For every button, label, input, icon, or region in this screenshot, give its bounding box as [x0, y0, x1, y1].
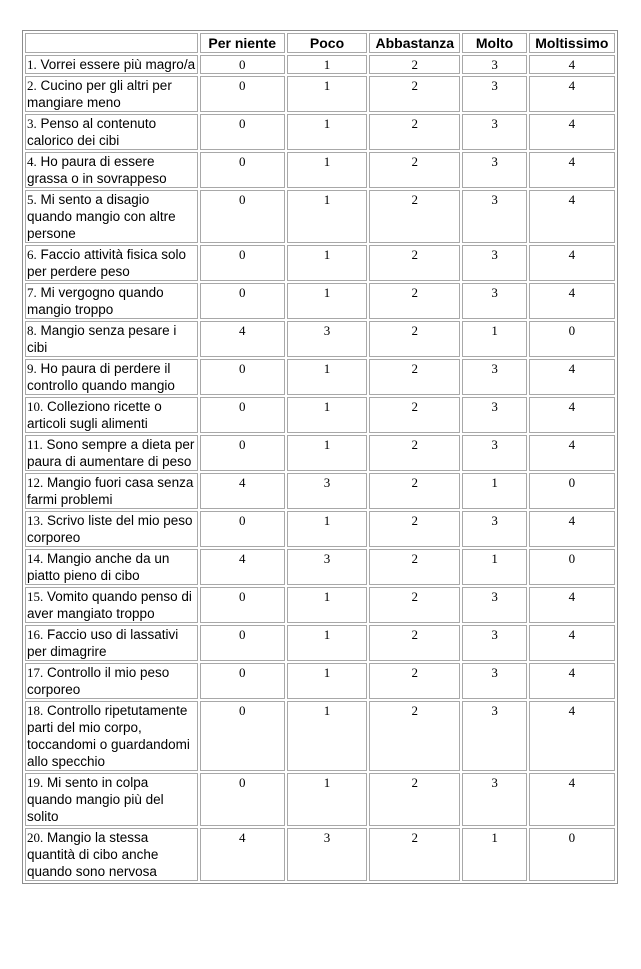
question-cell — [25, 359, 198, 395]
score-per-niente: 0 — [200, 701, 285, 771]
score-moltissimo: 4 — [529, 701, 615, 771]
score-molto: 3 — [462, 773, 526, 826]
table-row — [25, 76, 615, 112]
score-per-niente: 0 — [200, 359, 285, 395]
table-row — [25, 359, 615, 395]
question-text: Mangio la stessa quantità di cibo anche quando sono nervosa — [27, 830, 159, 879]
question-cell — [25, 55, 198, 74]
question-number: 14. — [27, 551, 44, 566]
question-cell — [25, 773, 198, 826]
score-poco: 1 — [287, 587, 367, 623]
question-cell — [25, 245, 198, 281]
table-row — [25, 321, 615, 357]
table-row — [25, 245, 615, 281]
table-row — [25, 587, 615, 623]
score-poco: 1 — [287, 152, 367, 188]
question-cell — [25, 321, 198, 357]
score-abbastanza: 2 — [369, 152, 460, 188]
score-molto: 3 — [462, 55, 526, 74]
question-number: 15. — [27, 589, 44, 604]
score-per-niente: 0 — [200, 511, 285, 547]
score-per-niente: 0 — [200, 587, 285, 623]
table-row — [25, 473, 615, 509]
question-number: 4. — [27, 154, 37, 169]
score-molto: 1 — [462, 321, 526, 357]
table-row — [25, 511, 615, 547]
score-per-niente: 4 — [200, 549, 285, 585]
score-molto: 1 — [462, 828, 526, 881]
table-row — [25, 435, 615, 471]
header-moltissimo: Moltissimo — [529, 33, 615, 53]
score-abbastanza: 2 — [369, 663, 460, 699]
header-abbastanza: Abbastanza — [369, 33, 460, 53]
score-per-niente: 0 — [200, 55, 285, 74]
question-text: Penso al contenuto calorico dei cibi — [27, 116, 157, 148]
question-cell — [25, 152, 198, 188]
table-row — [25, 828, 615, 881]
score-molto: 3 — [462, 625, 526, 661]
questionnaire-table — [22, 30, 618, 884]
question-number: 12. — [27, 475, 44, 490]
score-poco: 1 — [287, 397, 367, 433]
question-cell — [25, 114, 198, 150]
question-text: Scrivo liste del mio peso corporeo — [27, 513, 193, 545]
score-moltissimo: 4 — [529, 511, 615, 547]
score-molto: 3 — [462, 114, 526, 150]
table-row — [25, 773, 615, 826]
score-poco: 3 — [287, 828, 367, 881]
question-number: 17. — [27, 665, 44, 680]
score-molto: 1 — [462, 473, 526, 509]
question-cell — [25, 511, 198, 547]
score-moltissimo: 4 — [529, 359, 615, 395]
question-text: Faccio attività fisica solo per perdere peso — [27, 247, 187, 279]
score-poco: 1 — [287, 55, 367, 74]
question-text: Ho paura di perdere il controllo quando mangio — [27, 361, 175, 393]
score-abbastanza: 2 — [369, 359, 460, 395]
question-text: Mangio anche da un piatto pieno di cibo — [27, 551, 170, 583]
table-row — [25, 190, 615, 243]
score-per-niente: 0 — [200, 76, 285, 112]
score-moltissimo: 4 — [529, 397, 615, 433]
question-text: Vomito quando penso di aver mangiato troppo — [27, 589, 192, 621]
score-abbastanza: 2 — [369, 190, 460, 243]
question-text: Controllo il mio peso corporeo — [27, 665, 170, 697]
score-molto: 3 — [462, 587, 526, 623]
question-number: 10. — [27, 399, 44, 414]
question-number: 5. — [27, 192, 37, 207]
score-poco: 1 — [287, 283, 367, 319]
score-per-niente: 0 — [200, 245, 285, 281]
score-per-niente: 0 — [200, 152, 285, 188]
question-cell — [25, 190, 198, 243]
score-molto: 3 — [462, 76, 526, 112]
question-cell — [25, 625, 198, 661]
score-molto: 3 — [462, 435, 526, 471]
question-text: Controllo ripetutamente parti del mio corpo, toccandomi o guardandomi allo specchio — [27, 703, 190, 769]
score-abbastanza: 2 — [369, 625, 460, 661]
score-per-niente: 4 — [200, 828, 285, 881]
score-per-niente: 0 — [200, 283, 285, 319]
score-moltissimo: 4 — [529, 587, 615, 623]
question-cell — [25, 473, 198, 509]
score-molto: 3 — [462, 283, 526, 319]
score-moltissimo: 4 — [529, 435, 615, 471]
score-poco: 1 — [287, 435, 367, 471]
question-cell — [25, 435, 198, 471]
score-poco: 1 — [287, 773, 367, 826]
score-per-niente: 4 — [200, 321, 285, 357]
score-molto: 3 — [462, 152, 526, 188]
score-moltissimo: 4 — [529, 283, 615, 319]
score-poco: 3 — [287, 549, 367, 585]
score-poco: 1 — [287, 245, 367, 281]
score-abbastanza: 2 — [369, 397, 460, 433]
score-moltissimo: 4 — [529, 190, 615, 243]
score-per-niente: 4 — [200, 473, 285, 509]
question-cell — [25, 283, 198, 319]
question-number: 1. — [27, 57, 37, 72]
score-moltissimo: 4 — [529, 76, 615, 112]
score-moltissimo: 4 — [529, 114, 615, 150]
score-molto: 3 — [462, 190, 526, 243]
question-number: 18. — [27, 703, 44, 718]
header-molto: Molto — [462, 33, 526, 53]
question-text: Mi vergogno quando mangio troppo — [27, 285, 164, 317]
score-moltissimo: 0 — [529, 473, 615, 509]
question-cell — [25, 587, 198, 623]
score-molto: 1 — [462, 549, 526, 585]
question-text: Mi sento a disagio quando mangio con altre persone — [27, 192, 176, 241]
question-text: Cucino per gli altri per mangiare meno — [27, 78, 172, 110]
score-abbastanza: 2 — [369, 828, 460, 881]
question-number: 11. — [27, 437, 43, 452]
question-text: Ho paura di essere grassa o in sovrappeso — [27, 154, 167, 186]
question-number: 16. — [27, 627, 44, 642]
question-number: 19. — [27, 775, 44, 790]
score-poco: 1 — [287, 511, 367, 547]
score-abbastanza: 2 — [369, 435, 460, 471]
score-abbastanza: 2 — [369, 245, 460, 281]
score-poco: 1 — [287, 114, 367, 150]
question-number: 7. — [27, 285, 37, 300]
score-per-niente: 0 — [200, 625, 285, 661]
score-poco: 1 — [287, 76, 367, 112]
question-text: Mi sento in colpa quando mangio più del solito — [27, 775, 164, 824]
table-row — [25, 114, 615, 150]
question-number: 6. — [27, 247, 37, 262]
score-per-niente: 0 — [200, 114, 285, 150]
table-row — [25, 549, 615, 585]
header-per-niente: Per niente — [200, 33, 285, 53]
question-text: Mangio senza pesare i cibi — [27, 323, 177, 355]
score-abbastanza: 2 — [369, 283, 460, 319]
score-abbastanza: 2 — [369, 473, 460, 509]
score-abbastanza: 2 — [369, 55, 460, 74]
score-moltissimo: 4 — [529, 663, 615, 699]
score-moltissimo: 4 — [529, 625, 615, 661]
question-text: Colleziono ricette o articoli sugli alimenti — [27, 399, 162, 431]
score-abbastanza: 2 — [369, 76, 460, 112]
score-poco: 1 — [287, 701, 367, 771]
score-per-niente: 0 — [200, 190, 285, 243]
question-number: 9. — [27, 361, 37, 376]
score-moltissimo: 4 — [529, 152, 615, 188]
question-cell — [25, 76, 198, 112]
table-row — [25, 625, 615, 661]
score-moltissimo: 0 — [529, 549, 615, 585]
table-row — [25, 55, 615, 74]
question-text: Mangio fuori casa senza farmi problemi — [27, 475, 194, 507]
question-number: 2. — [27, 78, 37, 93]
score-molto: 3 — [462, 511, 526, 547]
question-cell — [25, 663, 198, 699]
score-poco: 1 — [287, 625, 367, 661]
score-abbastanza: 2 — [369, 587, 460, 623]
score-moltissimo: 0 — [529, 828, 615, 881]
score-abbastanza: 2 — [369, 701, 460, 771]
score-moltissimo: 4 — [529, 773, 615, 826]
question-number: 20. — [27, 830, 44, 845]
question-text: Vorrei essere più magro/a — [36, 57, 196, 72]
score-molto: 3 — [462, 245, 526, 281]
score-abbastanza: 2 — [369, 773, 460, 826]
question-cell — [25, 701, 198, 771]
score-poco: 3 — [287, 473, 367, 509]
score-moltissimo: 4 — [529, 55, 615, 74]
question-cell — [25, 549, 198, 585]
score-abbastanza: 2 — [369, 321, 460, 357]
question-number: 13. — [27, 513, 44, 528]
question-text: Faccio uso di lassativi per dimagrire — [27, 627, 179, 659]
score-per-niente: 0 — [200, 435, 285, 471]
score-poco: 1 — [287, 663, 367, 699]
table-row — [25, 397, 615, 433]
score-abbastanza: 2 — [369, 511, 460, 547]
score-molto: 3 — [462, 701, 526, 771]
header-poco: Poco — [287, 33, 367, 53]
score-poco: 1 — [287, 190, 367, 243]
score-per-niente: 0 — [200, 397, 285, 433]
table-row — [25, 283, 615, 319]
score-moltissimo: 0 — [529, 321, 615, 357]
score-molto: 3 — [462, 397, 526, 433]
score-moltissimo: 4 — [529, 245, 615, 281]
score-molto: 3 — [462, 663, 526, 699]
header-row — [25, 33, 615, 53]
score-molto: 3 — [462, 359, 526, 395]
question-cell — [25, 397, 198, 433]
score-abbastanza: 2 — [369, 114, 460, 150]
score-poco: 1 — [287, 359, 367, 395]
question-text: Sono sempre a dieta per paura di aumentare di peso — [27, 437, 195, 469]
question-number: 3. — [27, 116, 37, 131]
table-row — [25, 663, 615, 699]
score-per-niente: 0 — [200, 773, 285, 826]
score-poco: 3 — [287, 321, 367, 357]
corner-cell — [25, 33, 198, 53]
table-row — [25, 701, 615, 771]
score-per-niente: 0 — [200, 663, 285, 699]
table-row — [25, 152, 615, 188]
questionnaire-page — [22, 30, 618, 884]
score-abbastanza: 2 — [369, 549, 460, 585]
question-cell — [25, 828, 198, 881]
question-number: 8. — [27, 323, 37, 338]
